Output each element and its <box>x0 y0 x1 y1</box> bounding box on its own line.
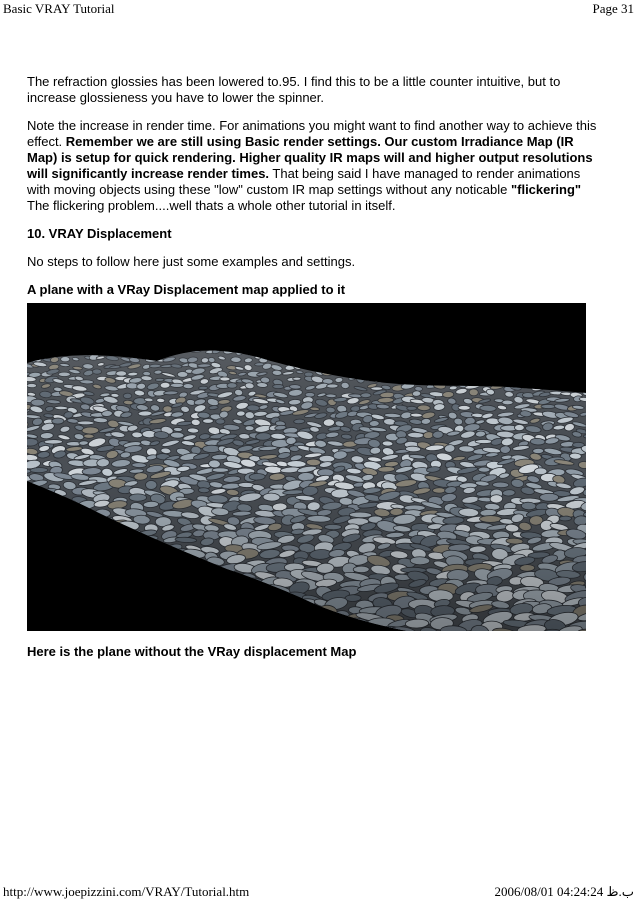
caption-with-displacement: A plane with a VRay Displacement map applied to it <box>27 282 346 297</box>
text-run: Note the increase in render time. For animations you might want to find another way to achieve this effect. <box>27 118 597 149</box>
document-title: Basic VRAY Tutorial <box>3 1 115 16</box>
paragraph-no-steps: No steps to follow here just some examples and settings. <box>27 254 356 269</box>
page-number: Page 31 <box>592 1 634 16</box>
bold-run: Remember we are still using Basic render settings. Our custom Irradiance Map (IR Map) is setup for quick rendering. Higher quality IR maps will and higher output resolutions will significantly increase render times. <box>27 134 593 181</box>
text-run: The flickering problem....well thats a whole other tutorial in itself. <box>27 198 396 213</box>
section-heading: 10. VRAY Displacement <box>27 226 172 241</box>
paragraph-refraction: The refraction glossies has been lowered to.95. I find this to be a little counter intuitive, but to increase glossieness you have to lower the spinner. <box>27 74 561 105</box>
paragraph-render-time <box>27 118 597 214</box>
text-run: That being said I have managed to render animations with moving objects using these "low" custom IR map settings without any noticable <box>27 166 581 197</box>
displacement-render-image <box>27 303 586 631</box>
source-url: http://www.joepizzini.com/VRAY/Tutorial.htm <box>3 884 250 899</box>
print-timestamp: 2006/08/01 04:24:24 ب.ظ <box>494 884 634 899</box>
bold-run: "flickering" <box>510 182 582 197</box>
caption-without-displacement: Here is the plane without the VRay displacement Map <box>27 644 357 659</box>
tutorial-body <box>27 74 597 298</box>
render-svg <box>27 303 586 631</box>
